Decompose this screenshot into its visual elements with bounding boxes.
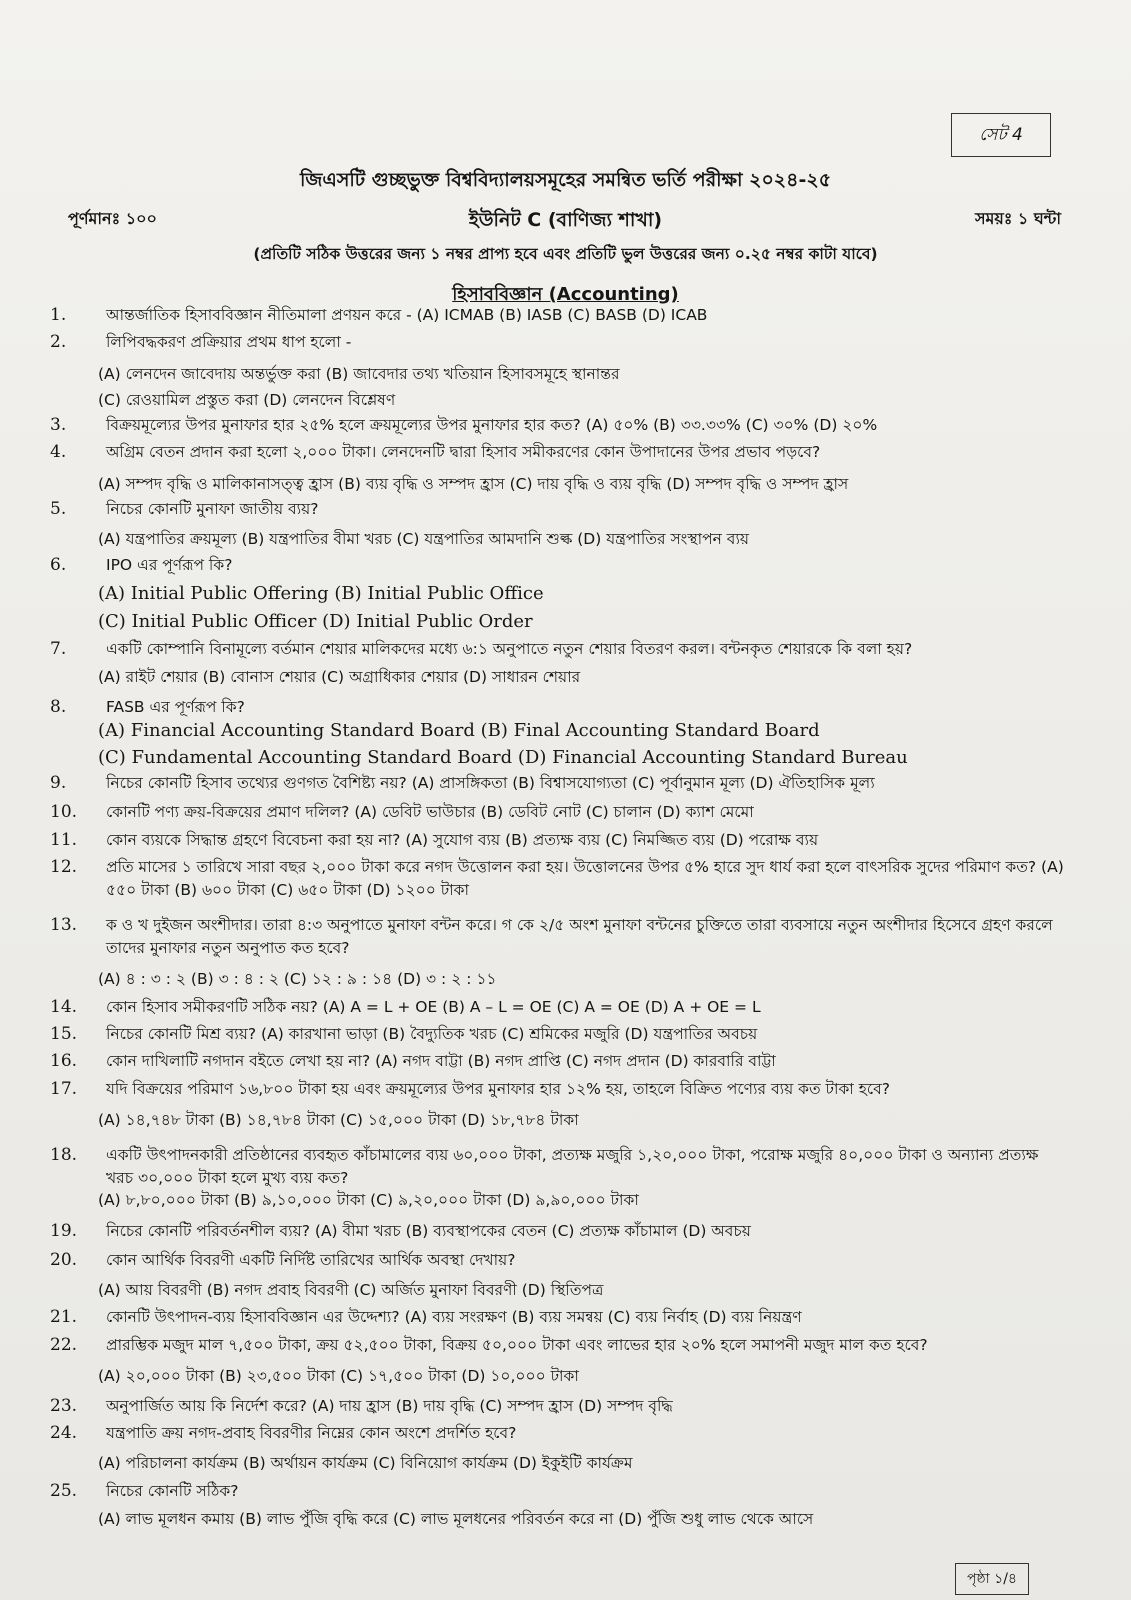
answer-options: (A) Initial Public Offering (B) Initial Public Office	[98, 583, 544, 604]
question-text: যদি বিক্রয়ের পরিমাণ ১৬,৮০০ টাকা হয় এবং ক্রয়মূল্যের উপর মুনাফার হার ১২% হয়, তাহলে বিক্রিত পণ্যের ব্যয় কত টাকা হবে?	[106, 1080, 890, 1098]
question-number: 15.	[50, 1024, 78, 1044]
question-number: 14.	[50, 997, 78, 1017]
full-marks: পূর্ণমানঃ ১০০	[68, 209, 157, 228]
answer-options: (A) যন্ত্রপাতির ক্রয়মূল্য (B) যন্ত্রপাতির বীমা খরচ (C) যন্ত্রপাতির আমদানি শুল্ক (D) যন্ত্রপাতির সংস্থাপন ব্যয়	[98, 530, 750, 548]
question-text: নিচের কোনটি হিসাব তথ্যের গুণগত বৈশিষ্ট্য নয়? (A) প্রাসঙ্গিকতা (B) বিশ্বাসযোগ্যতা (C) পূর্বানুমান মূল্য (D) ঐতিহাসিক মূল্য	[106, 774, 875, 792]
question-number: 18.	[50, 1145, 78, 1165]
answer-options: (A) আয় বিবরণী (B) নগদ প্রবাহ বিবরণী (C) অর্জিত মুনাফা বিবরণী (D) স্থিতিপত্র	[98, 1281, 604, 1299]
question-text: নিচের কোনটি সঠিক?	[106, 1482, 239, 1500]
unit-heading: ইউনিট C (বাণিজ্য শাখা)	[468, 209, 663, 231]
question-number: 23.	[50, 1396, 78, 1416]
question-text: কোন দাখিলাটি নগদান বইতে লেখা হয় না? (A) নগদ বাট্টা (B) নগদ প্রাপ্তি (C) নগদ প্রদান (D) কারবারি বাট্টা	[106, 1052, 776, 1070]
question-number: 24.	[50, 1423, 78, 1443]
question-text: ক ও খ দুইজন অংশীদার। তারা ৪:৩ অনুপাতে মুনাফা বন্টন করে। গ কে ২/৫ অংশ মুনাফা বন্টনের চুক্তিতে তারা ব্যবসায়ে নতুন অংশীদার হিসেবে গ্রহণ করলে তাদের মুনাফার নতুন অনুপাত কত হবে?	[106, 916, 1053, 957]
question-text: অনুপার্জিত আয় কি নির্দেশ করে? (A) দায় হ্রাস (B) দায় বৃদ্ধি (C) সম্পদ হ্রাস (D) সম্পদ বৃদ্ধি	[106, 1397, 673, 1415]
time-limit: সময়ঃ ১ ঘন্টা	[974, 209, 1061, 228]
question-number: 2.	[50, 332, 67, 352]
answer-options: (A) Financial Accounting Standard Board (B) Final Accounting Standard Board	[98, 720, 820, 741]
question-number: 4.	[50, 442, 67, 462]
question-text: একটি কোম্পানি বিনামূল্যে বর্তমান শেয়ার মালিকদের মধ্যে ৬:১ অনুপাতে নতুন শেয়ার বিতরণ করল। বন্টনকৃত শেয়ারকে কি বলা হয়?	[106, 640, 913, 658]
question-number: 8.	[50, 697, 67, 717]
question-text: কোনটি পণ্য ক্রয়-বিক্রয়ের প্রমাণ দলিল? (A) ডেবিট ভাউচার (B) ডেবিট নোট (C) চালান (D) ক্যাশ মেমো	[106, 803, 754, 821]
answer-options: (A) লাভ মূলধন কমায় (B) লাভ পুঁজি বৃদ্ধি করে (C) লাভ মূলধনের পরিবর্তন করে না (D) পুঁজি শুধু লাভ থেকে আসে	[98, 1510, 814, 1528]
set-number-box: সেট 4	[951, 113, 1051, 157]
question-number: 20.	[50, 1250, 78, 1270]
question-text: IPO এর পূর্ণরূপ কি?	[106, 556, 233, 574]
question-text: কোন হিসাব সমীকরণটি সঠিক নয়? (A) A = L + OE (B) A – L = OE (C) A = OE (D) A + OE = L	[106, 998, 761, 1016]
answer-options: (C) Initial Public Officer (D) Initial Public Order	[98, 611, 533, 632]
question-text: লিপিবদ্ধকরণ প্রক্রিয়ার প্রথম ধাপ হলো -	[106, 333, 352, 351]
question-text: প্রতি মাসের ১ তারিখে সারা বছর ২,০০০ টাকা করে নগদ উত্তোলন করা হয়। উত্তোলনের উপর ৫% হারে সুদ ধার্য করা হলে বাৎসরিক সুদের পরিমাণ কত? (A) ৫৫০ টাকা (B) ৬০০ টাকা (C) ৬৫০ টাকা (D) ১২০০ টাকা	[106, 858, 1064, 899]
question-number: 11.	[50, 830, 78, 850]
question-number: 17.	[50, 1079, 78, 1099]
question-number: 25.	[50, 1481, 78, 1501]
answer-options: (A) ৮,৮০,০০০ টাকা (B) ৯,১০,০০০ টাকা (C) ৯,২০,০০০ টাকা (D) ৯,৯০,০০০ টাকা	[98, 1191, 639, 1209]
question-text: প্রারম্ভিক মজুদ মাল ৭,৫০০ টাকা, ক্রয় ৫২,৫০০ টাকা, বিক্রয় ৫০,০০০ টাকা এবং লাভের হার ২০% হলে সমাপনী মজুদ মাল কত হবে?	[106, 1336, 928, 1354]
question-number: 6.	[50, 555, 67, 575]
question-text: নিচের কোনটি মুনাফা জাতীয় ব্যয়?	[106, 500, 319, 518]
question-text: একটি উৎপাদনকারী প্রতিষ্ঠানের ব্যবহৃত কাঁচামালের ব্যয় ৬০,০০০ টাকা, প্রত্যক্ষ মজুরি ১,২০,০০০ টাকা, পরোক্ষ মজুরি ৪০,০০০ টাকা ও অন্যান্য প্রত্যক্ষ খরচ ৩০,০০০ টাকা হলে মুখ্য ব্যয় কত?	[106, 1146, 1039, 1187]
answer-options: (C) রেওয়ামিল প্রস্তুত করা (D) লেনদেন বিশ্লেষণ	[98, 391, 396, 409]
answer-options: (C) Fundamental Accounting Standard Board (D) Financial Accounting Standard Bureau	[98, 747, 908, 768]
question-number: 16.	[50, 1051, 78, 1071]
question-number: 9.	[50, 773, 67, 793]
answer-options: (A) ১৪,৭৪৮ টাকা (B) ১৪,৭৮৪ টাকা (C) ১৫,০০০ টাকা (D) ১৮,৭৮৪ টাকা	[98, 1111, 579, 1129]
answer-options: (A) পরিচালনা কার্যক্রম (B) অর্থায়ন কার্যক্রম (C) বিনিয়োগ কার্যক্রম (D) ইকুইটি কার্যক্রম	[98, 1454, 633, 1472]
page-number: পৃষ্ঠা ১/৪	[955, 1563, 1029, 1595]
question-text: কোন আর্থিক বিবরণী একটি নির্দিষ্ট তারিখের আর্থিক অবস্থা দেখায়?	[106, 1251, 516, 1269]
question-number: 5.	[50, 499, 67, 519]
question-text: যন্ত্রপাতি ক্রয় নগদ-প্রবাহ বিবরণীর নিম্নের কোন অংশে প্রদর্শিত হবে?	[106, 1424, 517, 1442]
question-number: 21.	[50, 1307, 78, 1327]
marking-note: (প্রতিটি সঠিক উত্তরের জন্য ১ নম্বর প্রাপ্য হবে এবং প্রতিটি ভুল উত্তরের জন্য ০.২৫ নম্বর কাটা যাবে)	[253, 245, 878, 263]
subject-heading: হিসাববিজ্ঞান (Accounting)	[452, 284, 679, 305]
question-number: 3.	[50, 415, 67, 435]
question-number: 10.	[50, 802, 78, 822]
answer-options: (A) ৪ : ৩ : ২ (B) ৩ : ৪ : ২ (C) ১২ : ৯ : ১৪ (D) ৩ : ২ : ১১	[98, 970, 497, 988]
answer-options: (A) সম্পদ বৃদ্ধি ও মালিকানাসত্ত্ব হ্রাস (B) ব্যয় বৃদ্ধি ও সম্পদ হ্রাস (C) দায় বৃদ্ধি ও ব্যয় বৃদ্ধি (D) সম্পদ বৃদ্ধি ও সম্পদ হ্রাস	[98, 475, 849, 493]
question-number: 22.	[50, 1335, 78, 1355]
question-text: আন্তর্জাতিক হিসাববিজ্ঞান নীতিমালা প্রণয়ন করে - (A) ICMAB (B) IASB (C) BASB (D) ICAB	[106, 306, 708, 324]
question-text: কোনটি উৎপাদন-ব্যয় হিসাববিজ্ঞান এর উদ্দেশ্য? (A) ব্যয় সংরক্ষণ (B) ব্যয় সমন্বয় (C) ব্যয় নির্বাহ (D) ব্যয় নিয়ন্ত্রণ	[106, 1308, 802, 1326]
question-text: নিচের কোনটি পরিবর্তনশীল ব্যয়? (A) বীমা খরচ (B) ব্যবস্থাপকের বেতন (C) প্রত্যক্ষ কাঁচামাল (D) অবচয়	[106, 1222, 751, 1240]
exam-title: জিএসটি গুচ্ছভুক্ত বিশ্ববিদ্যালয়সমূহের সমন্বিত ভর্তি পরীক্ষা ২০২৪-২৫	[299, 169, 832, 191]
question-number: 12.	[50, 857, 78, 877]
question-number: 19.	[50, 1221, 78, 1241]
question-number: 13.	[50, 915, 78, 935]
question-text: FASB এর পূর্ণরূপ কি?	[106, 698, 245, 716]
answer-options: (A) লেনদেন জাবেদায় অন্তর্ভুক্ত করা (B) জাবেদার তথ্য খতিয়ান হিসাবসমূহে স্থানান্তর	[98, 365, 620, 383]
question-text: অগ্রিম বেতন প্রদান করা হলো ২,০০০ টাকা। লেনদেনটি দ্বারা হিসাব সমীকরণের কোন উপাদানের উপর প্রভাব পড়বে?	[106, 443, 821, 461]
question-text: কোন ব্যয়কে সিদ্ধান্ত গ্রহণে বিবেচনা করা হয় না? (A) সুযোগ ব্যয় (B) প্রত্যক্ষ ব্যয় (C) নিমজ্জিত ব্যয় (D) পরোক্ষ ব্যয়	[106, 831, 819, 849]
question-text: বিক্রয়মূল্যের উপর মুনাফার হার ২৫% হলে ক্রয়মূল্যের উপর মুনাফার হার কত? (A) ৫০% (B) ৩৩.৩৩% (C) ৩০% (D) ২০%	[106, 416, 878, 434]
answer-options: (A) ২০,০০০ টাকা (B) ২৩,৫০০ টাকা (C) ১৭,৫০০ টাকা (D) ১০,০০০ টাকা	[98, 1367, 579, 1385]
answer-options: (A) রাইট শেয়ার (B) বোনাস শেয়ার (C) অগ্রাধিকার শেয়ার (D) সাধারন শেয়ার	[98, 668, 581, 686]
question-number: 1.	[50, 305, 67, 325]
question-text: নিচের কোনটি মিশ্র ব্যয়? (A) কারখানা ভাড়া (B) বৈদ্যুতিক খরচ (C) শ্রমিকের মজুরি (D) যন্ত্রপাতির অবচয়	[106, 1025, 758, 1043]
question-number: 7.	[50, 639, 67, 659]
